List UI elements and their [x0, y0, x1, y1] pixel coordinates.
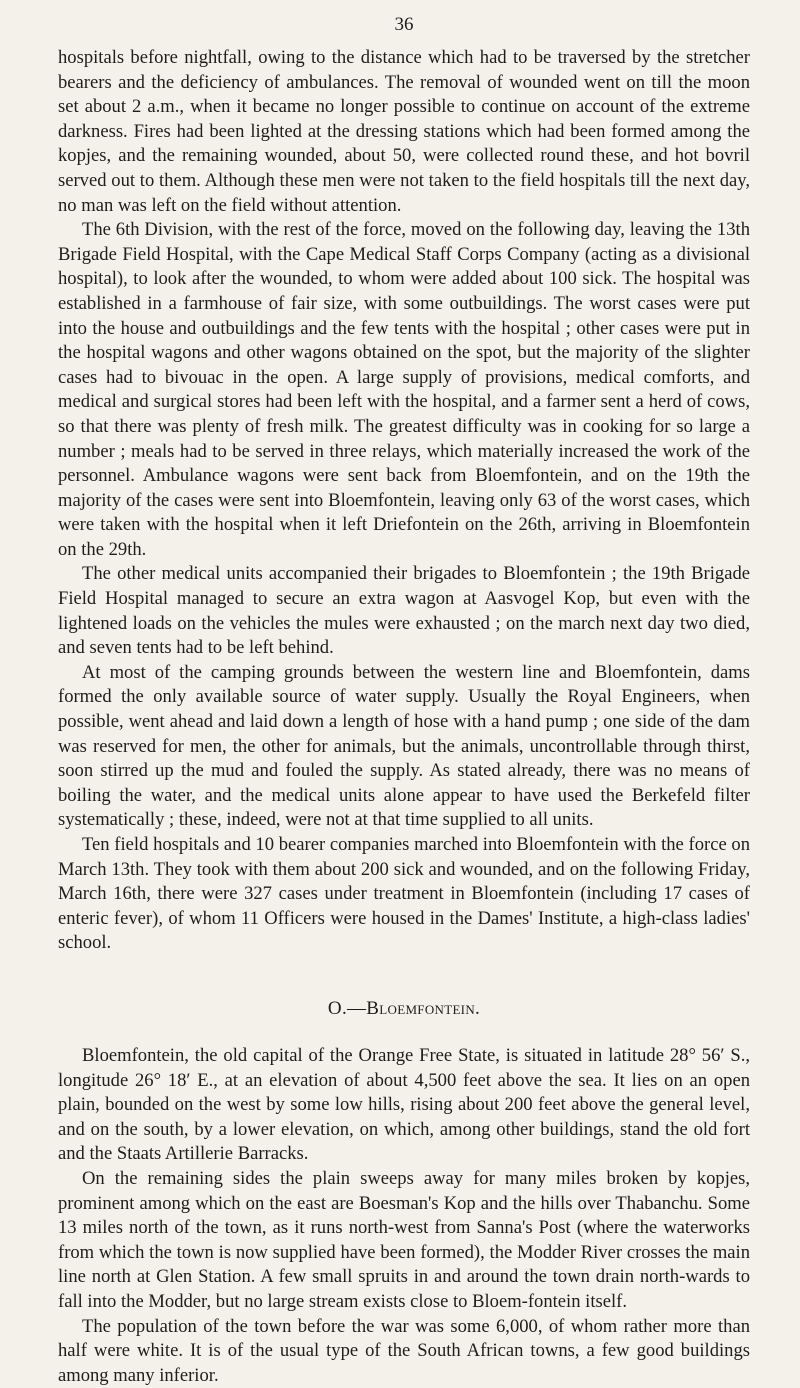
paragraph-plain: On the remaining sides the plain sweeps away for many miles broken by kopjes, prominent among which on the east are Boesman's Kop and the hills over Thabanchu. Some 13 miles north of the town, as it runs north-west from Sanna's Post (where the waterworks from which the town is now supplied have been formed), the Modder River crosses the main line north at Glen Station. A few small spruits in and around the town drain north-wards to fall into the Modder, but no large stream exists close to Bloem-fontein itself. [58, 1167, 750, 1315]
paragraph-other-units: The other medical units accompanied their brigades to Bloemfontein ; the 19th Brigade Field Hospital managed to secure an extra wagon at Aasvogel Kop, but even with the lightened loads on the vehicles the mules were exhausted ; on the march next day two died, and seven tents had to be left behind. [58, 562, 750, 660]
paragraph-6th-division: The 6th Division, with the rest of the force, moved on the following day, leaving the 13th Brigade Field Hospital, with the Cape Medical Staff Corps Company (acting as a divisional hospital), to look after the wounded, to whom were added about 100 sick. The hospital was established in a farmhouse of fair size, with some outbuildings. The worst cases were put into the house and outbuildings and the few tents with the hospital ; other cases were put in the hospital wagons and other wagons obtained on the spot, but the majority of the slighter cases had to bivouac in the open. A large supply of provisions, medical comforts, and medical and surgical stores had been left with the hospital, and a farmer sent a herd of cows, so that there was plenty of fresh milk. The greatest difficulty was in cooking for so large a number ; meals had to be served in three relays, which materially increased the work of the personnel. Ambulance wagons were sent back from Bloemfontein, and on the 19th the majority of the cases were sent into Bloemfontein, leaving only 63 of the worst cases, which were taken with the hospital when it left Driefontein on the 26th, arriving in Bloemfontein on the 29th. [58, 218, 750, 562]
section-title: Bloemfontein. [366, 998, 480, 1019]
page-number: 36 [58, 12, 750, 38]
paragraph-population: The population of the town before the war was some 6,000, of whom rather more than half were white. It is of the usual type of the South African towns, a few good buildings among many inferior. [58, 1315, 750, 1388]
section-letter: O.— [328, 998, 366, 1019]
paragraph-field-hospitals: Ten field hospitals and 10 bearer companies marched into Bloemfontein with the force on March 13th. They took with them about 200 sick and wounded, and on the following Friday, March 16th, there were 327 cases under treatment in Bloemfontein (including 17 cases of enteric fever), of whom 11 Officers were housed in the Dames' Institute, a high-class ladies' school. [58, 833, 750, 956]
section-heading [58, 996, 750, 1022]
paragraph-continued: hospitals before nightfall, owing to the distance which had to be traversed by the stretcher bearers and the deficiency of ambulances. The removal of wounded went on till the moon set about 2 a.m., when it became no longer possible to continue on account of the extreme darkness. Fires had been lighted at the dressing stations which had been formed among the kopjes, and the remaining wounded, about 50, were collected round these, and hot bovril served out to them. Although these men were not taken to the field hospitals till the next day, no man was left on the field without attention. [58, 46, 750, 218]
paragraph-location: Bloemfontein, the old capital of the Orange Free State, is situated in latitude 28° 56′ S., longitude 26° 18′ E., at an elevation of about 4,500 feet above the sea. It lies on an open plain, bounded on the west by some low hills, rising about 200 feet above the general level, and on the south, by a lower elevation, on which, among other buildings, stand the old fort and the Staats Artillerie Barracks. [58, 1044, 750, 1167]
paragraph-water-supply: At most of the camping grounds between the western line and Bloemfontein, dams formed the only available source of water supply. Usually the Royal Engineers, when possible, went ahead and laid down a length of hose with a hand pump ; one side of the dam was reserved for men, the other for animals, but the animals, uncontrollable through thirst, soon stirred up the mud and fouled the supply. As stated already, there was no means of boiling the water, and the medical units alone appear to have used the Berkefeld filter systematically ; these, indeed, were not at that time supplied to all units. [58, 661, 750, 833]
